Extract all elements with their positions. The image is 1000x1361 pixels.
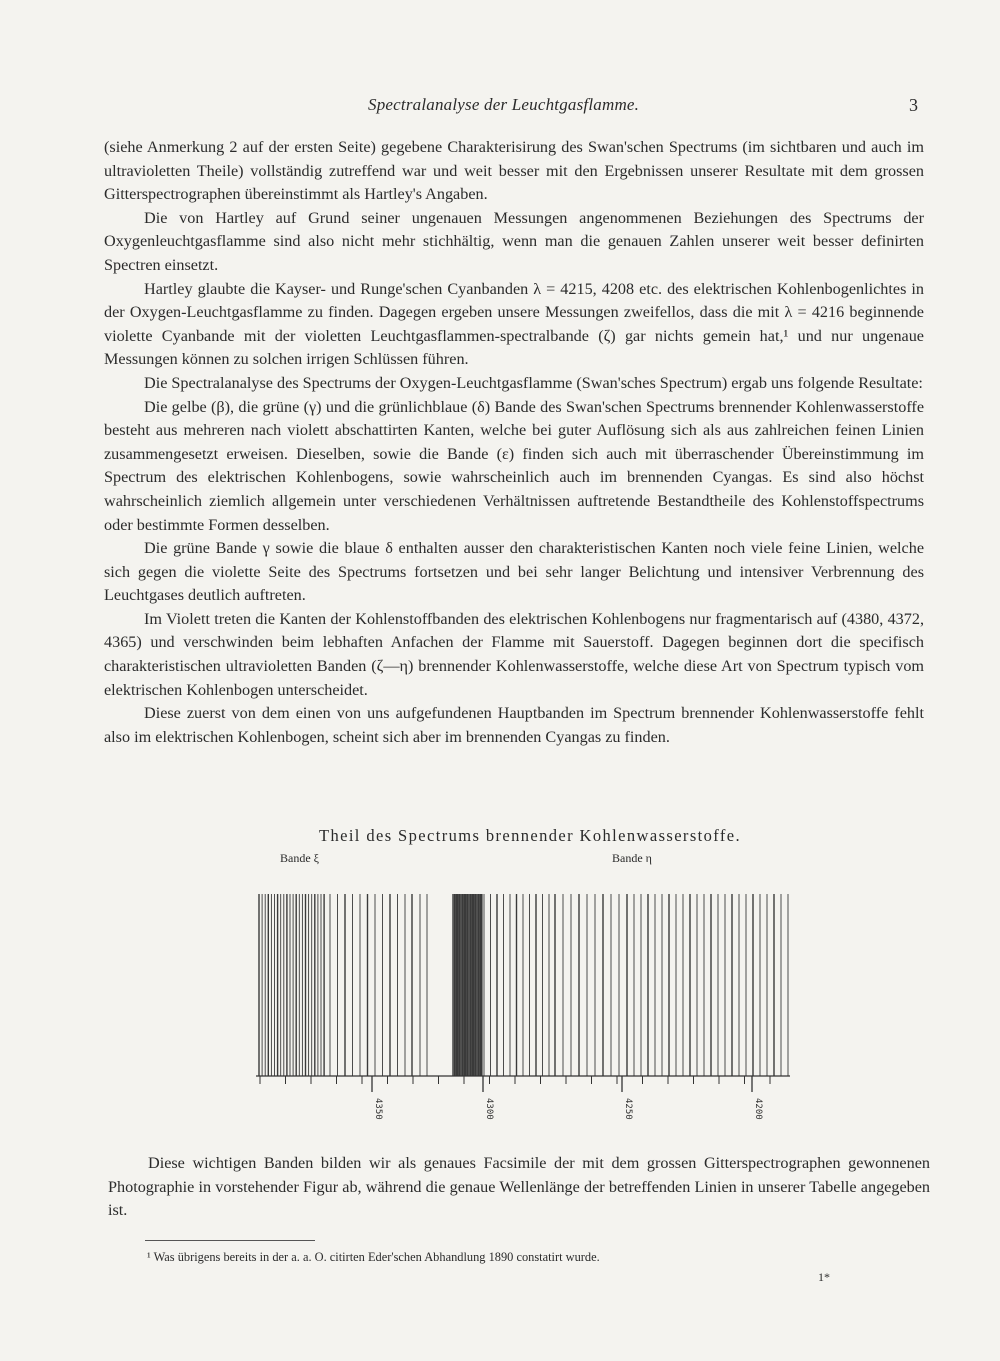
scale-label: 4250 [623, 1098, 633, 1120]
scale-labels [373, 1098, 763, 1120]
spectrum-plate [250, 886, 810, 1136]
paragraph: Die grüne Bande γ sowie die blaue δ enthalten ausser den charakteristischen Kanten noch viele feine Linien, welche sich gegen die violette Seite des Spectrums fortsetzen und bei sehr langer Belichtung und intensiver Verbrennung des Leuchtgases deutlich auftreten. [104, 539, 924, 605]
paragraph: Die gelbe (β), die grüne (γ) und die grünlichblaue (δ) Bande des Swan'schen Spectrums brennender Kohlenwasserstoffe besteht aus mehreren nach violett abschattirten Kanten, welche bei guter Auflösung sich als aus zahlreichen feinen Linien zusammengesetzt erweisen. Dieselben, sowie die Bande (ε) finden sich auch mit überraschender Übereinstimmung im Spectrum des elektrischen Kohlenbogens, sowie wahrscheinlich auch im brennenden Cyangas. Es sind also höchst wahrscheinlich ziemlich allgemein unter verschiedenen Verhältnissen auftretende Bestandtheile des Kohlenstoffspectrums oder bestimmte Formen desselben. [104, 397, 924, 534]
signature-mark: 1* [818, 1270, 830, 1284]
body-text [104, 136, 924, 749]
running-head [0, 95, 1000, 125]
footnote: ¹ Was übrigens bereits in der a. a. O. citirten Eder'schen Abhandlung 1890 constatirt wurde. [147, 1250, 600, 1264]
paragraph: Diese zuerst von dem einen von uns aufgefundenen Hauptbanden im Spectrum brennender Kohlenwasserstoffe fehlt also im elektrischen Kohlenbogen, scheint sich aber im brennenden Cyangas zu finden. [104, 704, 924, 746]
closing-paragraph: Diese wichtigen Banden bilden wir als genaues Facsimile der mit dem grossen Gitterspectrographen gewonnenen Photographie in vorstehender Figur ab, während die genaue Wellenlänge der betreffenden Linien in unserer Tabelle angegeben ist. [108, 1154, 930, 1220]
closing-text [108, 1152, 930, 1223]
paragraph: (siehe Anmerkung 2 auf der ersten Seite) gegebene Charakterisirung des Swan'schen Spectrums (im sichtbaren und auch im ultravioletten Theile) vollständig zutreffend war und weit besser mit den Ergebnissen unserer Resultate mit dem grossen Gitterspectrographen übereinstimmt als Hartley's Angaben. [104, 138, 924, 204]
figure-caption: Theil des Spectrums brennender Kohlenwasserstoffe. [318, 826, 742, 845]
scale-ticks [260, 1076, 770, 1092]
paragraph: Im Violett treten die Kanten der Kohlenstoffbanden des elektrischen Kohlenbogens nur fragmentarisch auf (4380, 4372, 4365) und verschwinden beim lebhaften Anfachen der Flamme mit Sauerstoff. Dagegen beginnen dort die specifisch charakteristischen ultravioletten Banden (ζ—η) brennender Kohlenwasserstoffe, welche diese Art von Spectrum typisch vom elektrischen Kohlenbogen unterscheidet. [104, 609, 924, 699]
paragraph: Die von Hartley auf Grund seiner ungenauen Messungen angenommenen Beziehungen des Spectrums der Oxygenleuchtgasflamme sind also nicht mehr stichhältig, wenn man die genauen Zahlen unserer weit besser definirten Spectren einsetzt. [104, 208, 924, 274]
band-label-xi: Bande ξ [280, 851, 320, 865]
paragraph: Hartley glaubte die Kayser- und Runge'schen Cyanbanden λ = 4215, 4208 etc. des elektrischen Kohlenbogenlichtes in der Oxygen-Leuchtgasflamme zu finden. Dagegen ergeben unsere Messungen zweifellos, dass die mit λ = 4216 beginnende violette Cyanbande mit der violetten Leuchtgasflammen-spectralbande (ζ) gar nichts gemein hat,¹ und nur ungenaue Messungen können zu solchen irrigen Schlüssen führen. [104, 279, 924, 369]
scale-label: 4200 [753, 1098, 763, 1120]
footnote-rule [145, 1240, 315, 1241]
scale-label: 4350 [373, 1098, 383, 1120]
spectral-lines [259, 894, 788, 1076]
spectrum-figure [250, 826, 810, 1136]
scale-label: 4300 [484, 1098, 494, 1120]
running-title: Spectralanalyse der Leuchtgasflamme. [368, 95, 640, 114]
band-label-eta: Bande η [612, 851, 652, 865]
paragraph: Die Spectralanalyse des Spectrums der Oxygen-Leuchtgasflamme (Swan'sches Spectrum) ergab uns folgende Resultate: [144, 373, 923, 392]
page-number: 3 [909, 95, 918, 115]
